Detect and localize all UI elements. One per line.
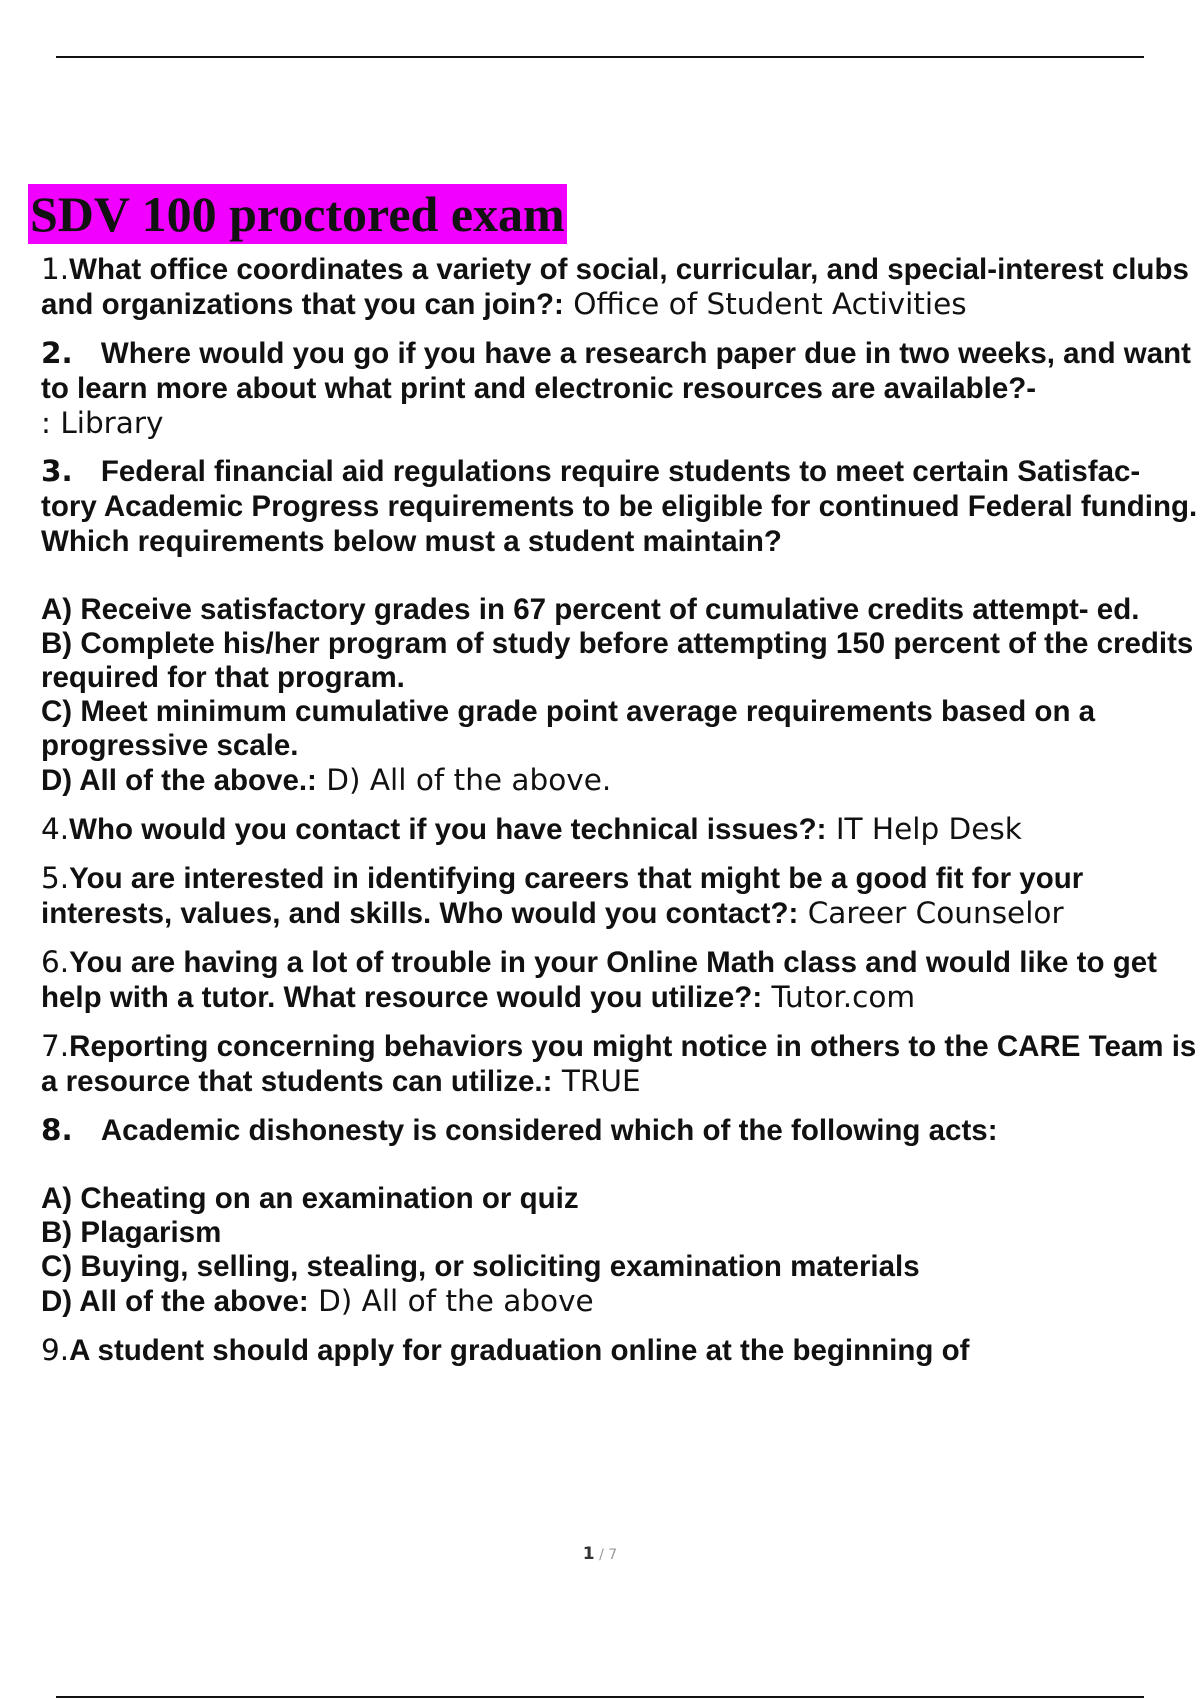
question-text: Reporting concerning behaviors you might notice in others to the CARE Team is a resource that students can utilize.: (41, 1030, 1197, 1098)
answer-option: A) Cheating on an examination or quiz (41, 1182, 579, 1215)
question-8 (41, 1113, 1200, 1319)
title-block (28, 184, 567, 244)
answer-text: : Library (41, 406, 164, 440)
question-text: A student should apply for graduation online at the beginning of (69, 1334, 970, 1367)
page-total: 7 (608, 1547, 618, 1563)
answer-option: C) Meet minimum cumulative grade point average requirements based on a progressive scale. (41, 695, 1096, 762)
question-text: Who would you contact if you have technical issues?: (69, 813, 827, 846)
answer-option-last (41, 1284, 1200, 1319)
question-number: 2. (41, 336, 73, 370)
document-title: SDV 100 proctored exam (30, 186, 565, 242)
question-number: 9. (41, 1333, 70, 1367)
question-text: Federal financial aid regulations require students to meet certain Satisfac- tory Academic Progress requirements to be eligible for continued Federal funding. Which requirements below must a student maintain? (41, 455, 1198, 558)
answer-text: Office of Student Activities (563, 287, 967, 321)
question-list (41, 252, 1200, 1382)
question-text: You are having a lot of trouble in your Online Math class and would like to get help with a tutor. What resource would you utilize?: (41, 946, 1157, 1014)
bottom-rule (56, 1696, 1144, 1698)
question-text: Academic dishonesty is considered which of the following acts: (100, 1114, 998, 1147)
page-indicator (0, 1544, 1200, 1564)
question-7 (41, 1029, 1200, 1099)
question-2 (41, 336, 1200, 440)
question-number: 4. (41, 812, 70, 846)
question-5 (41, 861, 1200, 931)
answer-text: TRUE (552, 1064, 641, 1098)
page-separator: / (594, 1547, 609, 1563)
answer-option-last (41, 763, 1200, 798)
page-current: 1 (582, 1544, 595, 1564)
answer-text: D) All of the above. (316, 763, 612, 797)
answer-text: Career Counselor (798, 896, 1064, 930)
question-text: Where would you go if you have a research paper due in two weeks, and want to learn more about what print and electronic resources are available?- (41, 337, 1191, 405)
question-number: 1. (41, 252, 70, 286)
question-number: 3. (41, 454, 73, 488)
answer-text: D) All of the above (308, 1284, 594, 1318)
question-6 (41, 945, 1200, 1015)
question-number: 5. (41, 861, 70, 895)
answer-option: A) Receive satisfactory grades in 67 percent of cumulative credits attempt- ed. (41, 593, 1140, 626)
question-number: 7. (41, 1029, 70, 1063)
option-text: D) All of the above: (41, 1285, 309, 1318)
answer-option: B) Complete his/her program of study before attempting 150 percent of the credits required for that program. (41, 627, 1194, 694)
top-rule (56, 56, 1144, 58)
question-number: 8. (41, 1113, 73, 1147)
question-4 (41, 812, 1200, 847)
answer-option: B) Plagarism (41, 1216, 222, 1249)
answer-text: IT Help Desk (826, 812, 1022, 846)
question-9 (41, 1333, 1200, 1368)
question-1 (41, 252, 1200, 322)
question-text: What office coordinates a variety of social, curricular, and special-interest clubs and organizations that you can join?: (41, 253, 1189, 321)
answer-text: Tutor.com (762, 980, 916, 1014)
answer-option: C) Buying, selling, stealing, or soliciting examination materials (41, 1250, 920, 1283)
question-text: You are interested in identifying careers that might be a good fit for your interests, values, and skills. Who would you contact?: (41, 862, 1084, 930)
question-number: 6. (41, 945, 70, 979)
question-3 (41, 454, 1200, 798)
option-text: D) All of the above.: (41, 764, 317, 797)
